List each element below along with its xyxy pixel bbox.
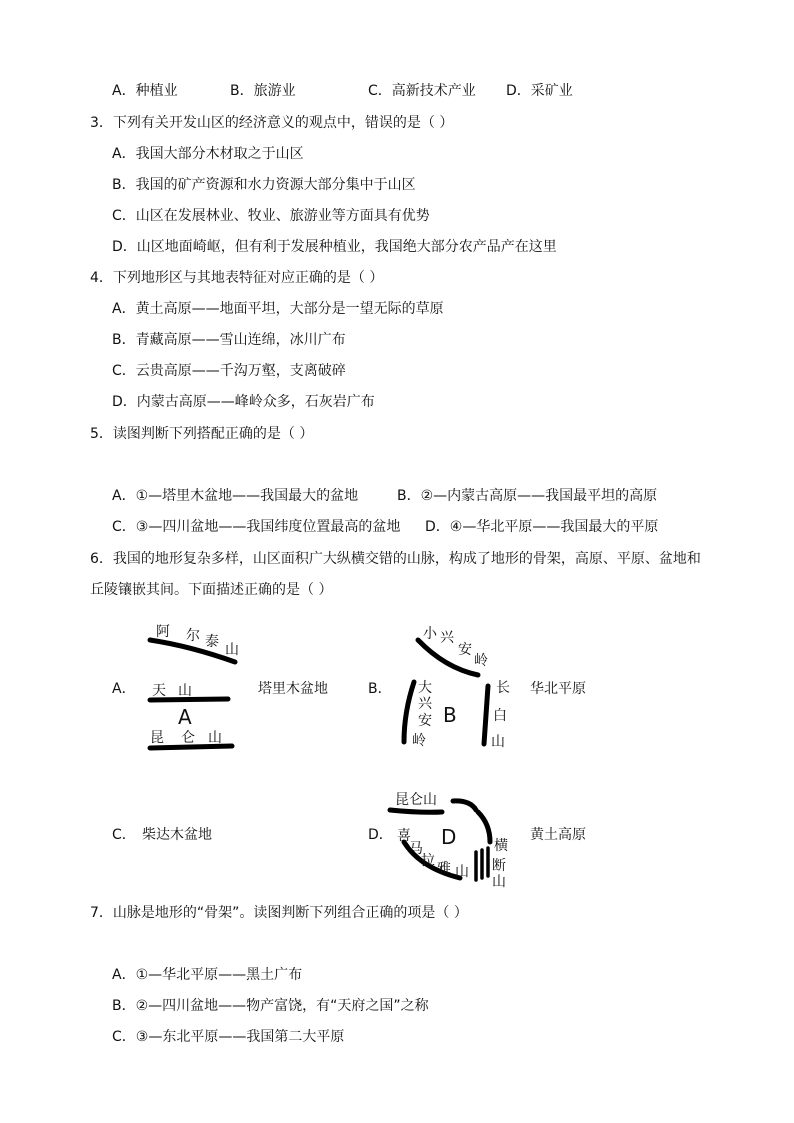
q5-stem: 5．读图判断下列搭配正确的是（ ）	[90, 426, 314, 442]
q6-option-a-caption: 塔里木盆地	[258, 681, 328, 697]
tianshan-char-1: 天	[152, 683, 166, 699]
kunlun-d-label: 昆仑山	[395, 792, 437, 808]
kunlun-d-line-3	[478, 812, 490, 842]
hengduan-char-1: 横	[494, 838, 508, 854]
changbai-line	[484, 686, 488, 744]
diagram-a	[150, 624, 239, 748]
lesser-khingan-char-4: 岭	[474, 653, 488, 669]
q2-option-a: A．种植业	[112, 83, 178, 99]
diagram-d	[390, 792, 508, 890]
changbai-char-1: 长	[496, 680, 510, 696]
q6-option-a-letter: A．	[112, 681, 136, 697]
q7-option-b: B．②—四川盆地——物产富饶，有“天府之国”之称	[112, 998, 429, 1014]
kunlun-d-line	[390, 810, 442, 812]
q3-stem: 3．下列有关开发山区的经济意义的观点中，错误的是（ ）	[90, 115, 454, 131]
kunlun-d-line-2	[453, 801, 476, 810]
himalaya-char-1: 喜	[397, 828, 411, 844]
q5-option-a: A．①—塔里木盆地——我国最大的盆地	[112, 488, 359, 504]
altai-char-1: 阿	[156, 624, 170, 640]
q3-option-d: D．山区地面崎岖，但有利于发展种植业，我国绝大部分农产品产在这里	[112, 239, 557, 255]
q3-option-c: C．山区在发展林业、牧业、旅游业等方面具有优势	[112, 208, 430, 224]
tianshan-line	[150, 699, 228, 700]
himalaya-char-3: 拉	[421, 853, 435, 869]
himalaya-char-2: 马	[409, 841, 423, 857]
plateau-d-letter: D	[441, 825, 457, 849]
q7-option-a: A．①—华北平原——黑土广布	[112, 967, 303, 983]
greater-khingan-char-3: 安	[418, 713, 432, 729]
q2-option-c: C．高新技术产业	[368, 83, 476, 99]
q6-option-b-letter: B．	[368, 681, 392, 697]
plain-b-letter: B	[443, 703, 457, 727]
q4-option-d: D．内蒙古高原——峰岭众多，石灰岩广布	[112, 394, 375, 410]
basin-a-letter: A	[178, 705, 192, 729]
q6-option-c-caption: 柴达木盆地	[142, 827, 212, 843]
changbai-char-2: 白	[493, 708, 507, 724]
altai-char-3: 泰	[205, 634, 219, 650]
altai-char-2: 尔	[186, 628, 200, 644]
lesser-khingan-char-1: 小	[423, 626, 437, 642]
q6-option-b-caption: 华北平原	[530, 681, 586, 697]
hengduan-char-3: 山	[492, 874, 506, 890]
himalaya-char-4: 雅	[437, 861, 451, 877]
diagram-b	[404, 626, 510, 750]
himalaya-char-5: 山	[455, 864, 469, 880]
q2-option-d: D．采矿业	[506, 83, 573, 99]
q5-option-c: C．③—四川盆地——我国纬度位置最高的盆地	[112, 519, 401, 535]
q7-stem: 7．山脉是地形的“骨架”。读图判断下列组合正确的项是（ ）	[90, 905, 468, 921]
greater-khingan-char-2: 兴	[418, 696, 432, 712]
q4-option-c: C．云贵高原——千沟万壑，支离破碎	[112, 363, 346, 379]
altai-char-4: 山	[225, 642, 239, 658]
kunlun-char-3: 山	[208, 730, 222, 746]
q5-option-d: D．④—华北平原——我国最大的平原	[425, 519, 659, 535]
kunlun-line	[150, 746, 232, 748]
hengduan-char-2: 断	[492, 858, 506, 874]
greater-khingan-char-1: 大	[418, 680, 432, 696]
q6-option-d-letter: D．	[368, 827, 393, 843]
q6-stem-line2: 丘陵镶嵌其间。下面描述正确的是（ ）	[90, 582, 333, 598]
q3-option-a: A．我国大部分木材取之于山区	[112, 146, 304, 162]
changbai-char-3: 山	[491, 734, 505, 750]
q2-option-b: B．旅游业	[230, 83, 296, 99]
kunlun-char-2: 仑	[181, 730, 195, 746]
q4-stem: 4．下列地形区与其地表特征对应正确的是（ ）	[90, 270, 384, 286]
q4-option-a: A．黄土高原——地面平坦，大部分是一望无际的草原	[112, 301, 444, 317]
q4-option-b: B．青藏高原——雪山连绵，冰川广布	[112, 332, 346, 348]
greater-khingan-char-4: 岭	[412, 733, 426, 749]
q6-option-c-letter: C．	[112, 827, 136, 843]
lesser-khingan-char-2: 兴	[440, 630, 454, 646]
kunlun-char-1: 昆	[150, 730, 164, 746]
q6-stem-line1: 6．我国的地形复杂多样，山区面积广大纵横交错的山脉，构成了地形的骨架，高原、平原、盆地和	[90, 551, 701, 567]
q3-option-b: B．我国的矿产资源和水力资源大部分集中于山区	[112, 177, 416, 193]
tianshan-char-2: 山	[178, 683, 192, 699]
q6-option-d-caption: 黄土高原	[530, 827, 586, 843]
lesser-khingan-char-3: 安	[458, 642, 472, 658]
q5-option-b: B．②—内蒙古高原——我国最平坦的高原	[397, 488, 658, 504]
hengduan-lines	[476, 848, 488, 880]
q7-option-c: C．③—东北平原——我国第二大平原	[112, 1029, 345, 1045]
